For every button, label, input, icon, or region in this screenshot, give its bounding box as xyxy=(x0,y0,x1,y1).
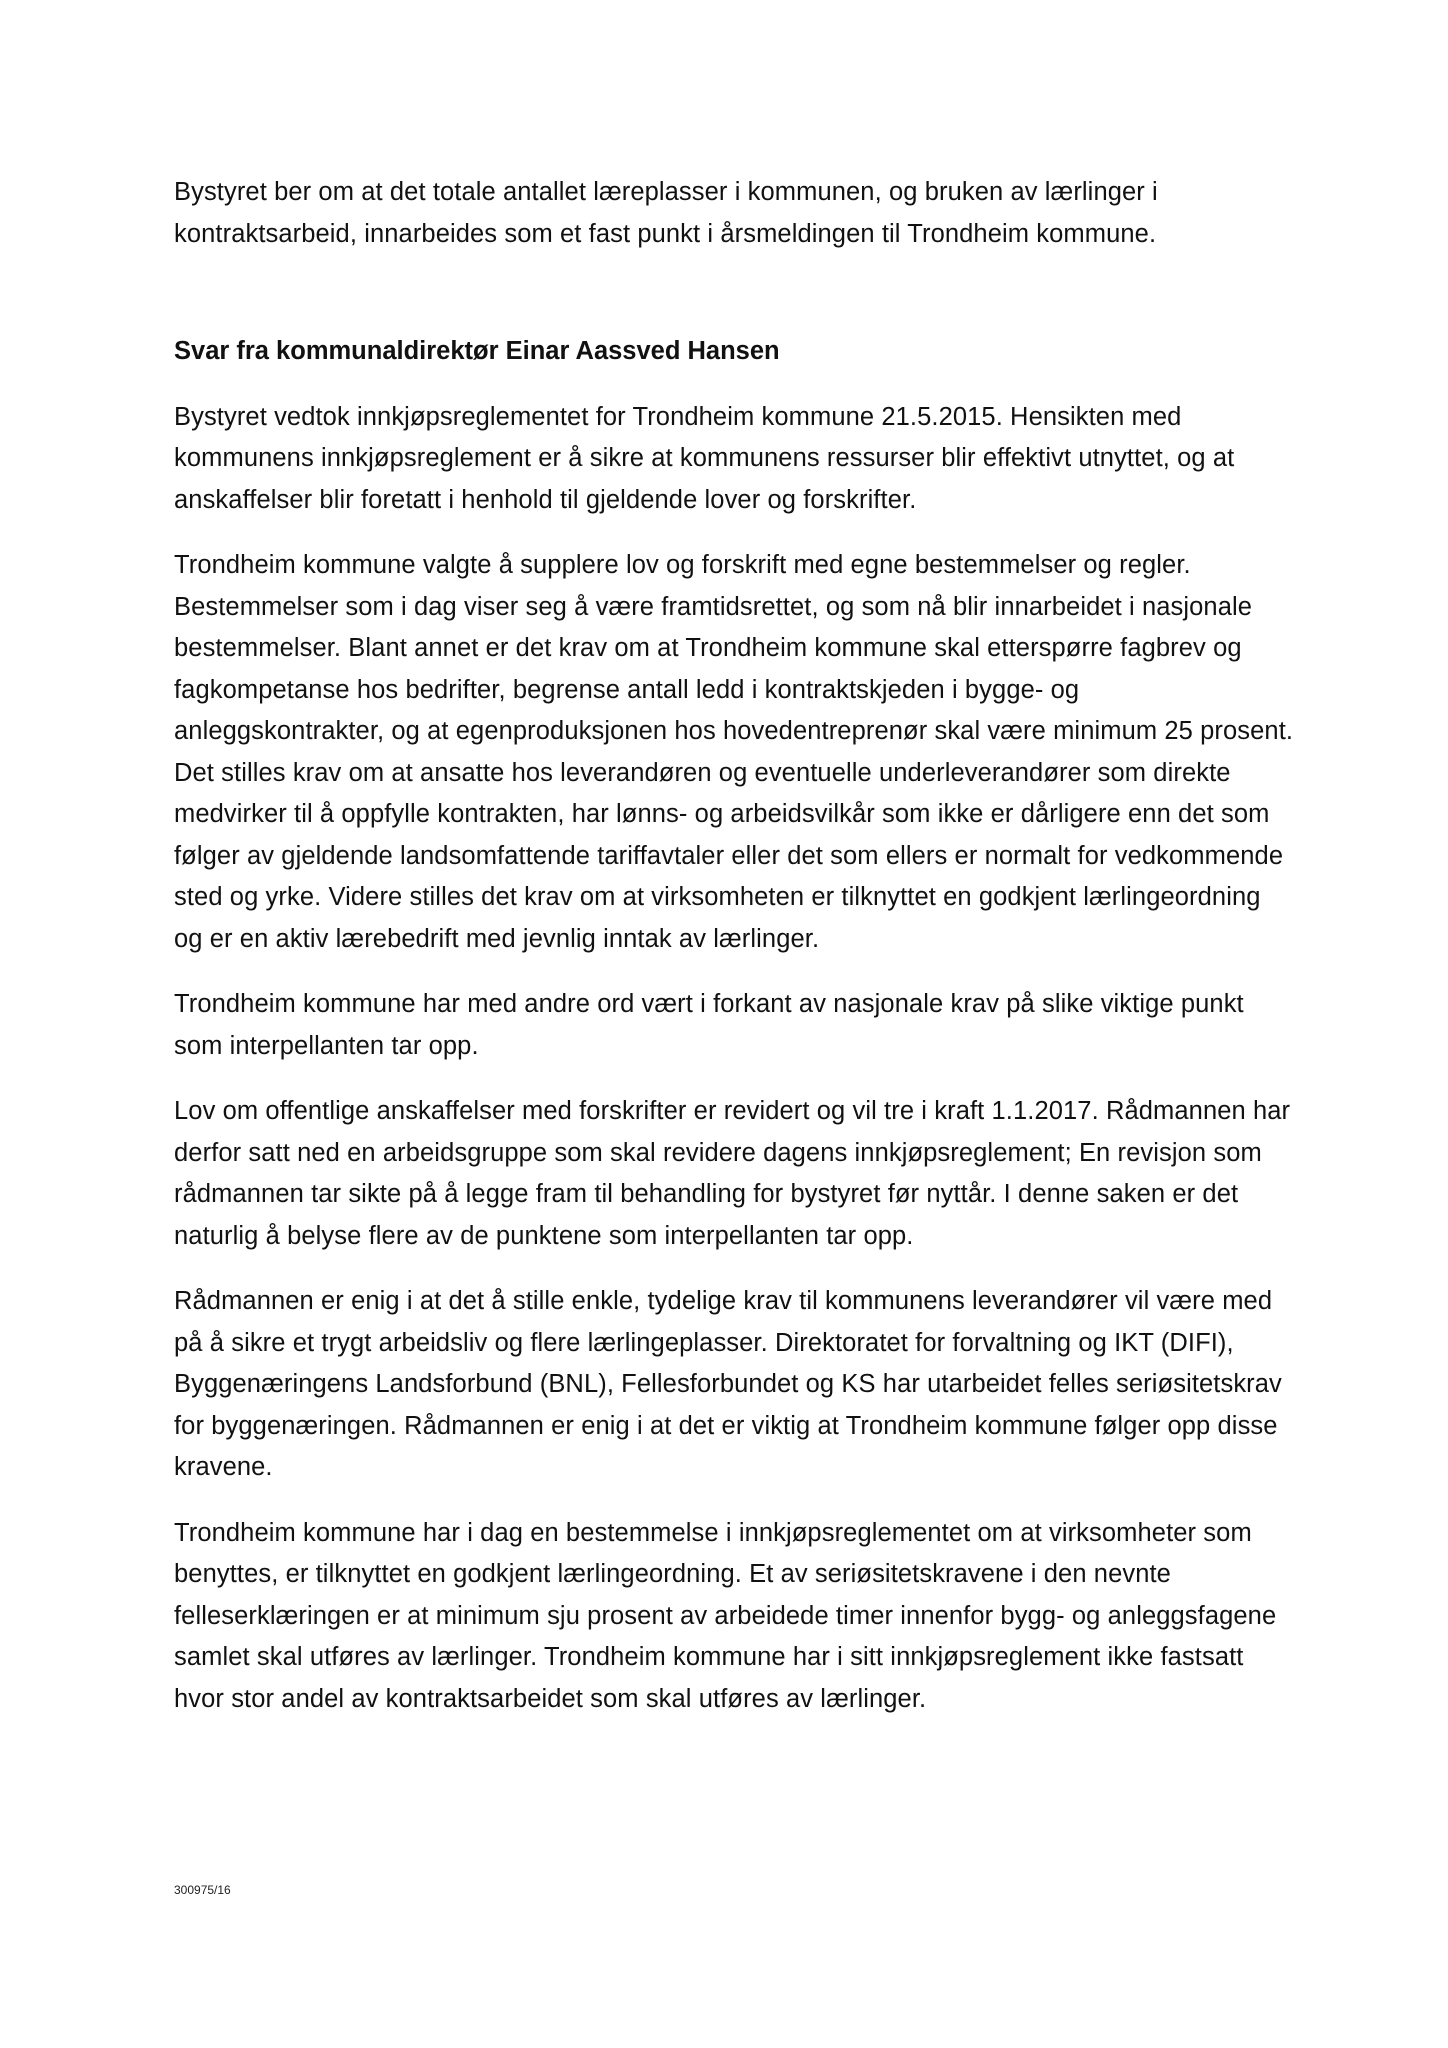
body-paragraph-4: Lov om offentlige anskaffelser med forskrifter er revidert og vil tre i kraft 1.1.2017. Rådmannen har derfor satt ned en arbeidsgruppe som skal revidere dagens innkjøpsreglement; En revisjon som rådmannen tar sikte på å legge fram til behandling for bystyret før nyttår. I denne saken er det naturlig å belyse flere av de punktene som interpellanten tar opp. xyxy=(174,1097,1291,1250)
section-heading: Svar fra kommunaldirektør Einar Aassved Hansen xyxy=(174,337,780,365)
document-reference-number: 300975/16 xyxy=(174,1883,231,1897)
document-body xyxy=(174,172,1294,1720)
body-paragraph-2: Trondheim kommune valgte å supplere lov og forskrift med egne bestemmelser og regler. Bestemmelser som i dag viser seg å være framtidsrettet, og som nå blir innarbeidet i nasjonale bestemmelser. Blant annet er det krav om at Trondheim kommune skal etterspørre fagbrev og fagkompetanse hos bedrifter, begrense antall ledd i kontraktskjeden i bygge- og anleggskontrakter, og at egenproduksjonen hos hovedentreprenør skal være minimum 25 prosent. Det stilles krav om at ansatte hos leverandøren og eventuelle underleverandører som direkte medvirker til å oppfylle kontrakten, har lønns- og arbeidsvilkår som ikke er dårligere enn det som følger av gjeldende landsomfattende tariffavtaler eller det som ellers er normalt for vedkommende sted og yrke. Videre stilles det krav om at virksomheten er tilknyttet en godkjent lærlingeordning og er en aktiv lærebedrift med jevnlig inntak av lærlinger. xyxy=(174,551,1294,953)
intro-paragraph: Bystyret ber om at det totale antallet læreplasser i kommunen, og bruken av lærlinger i kontraktsarbeid, innarbeides som et fast punkt i årsmeldingen til Trondheim kommune. xyxy=(174,178,1158,248)
body-paragraph-1: Bystyret vedtok innkjøpsreglementet for Trondheim kommune 21.5.2015. Hensikten med kommunens innkjøpsreglement er å sikre at kommunens ressurser blir effektivt utnyttet, og at anskaffelser blir foretatt i henhold til gjeldende lover og forskrifter. xyxy=(174,402,1235,514)
body-paragraph-6: Trondheim kommune har i dag en bestemmelse i innkjøpsreglementet om at virksomheter som benyttes, er tilknyttet en godkjent lærlingeordning. Et av seriøsitetskravene i den nevnte felleserklæringen er at minimum sju prosent av arbeidede timer innenfor bygg- og anleggsfagene samlet skal utføres av lærlinger. Trondheim kommune har i sitt innkjøpsreglement ikke fastsatt hvor stor andel av kontraktsarbeidet som skal utføres av lærlinger. xyxy=(174,1518,1277,1713)
body-paragraph-3: Trondheim kommune har med andre ord vært i forkant av nasjonale krav på slike viktige punkt som interpellanten tar opp. xyxy=(174,990,1244,1060)
body-paragraph-5: Rådmannen er enig i at det å stille enkle, tydelige krav til kommunens leverandører vil være med på å sikre et trygt arbeidsliv og flere lærlingeplasser. Direktoratet for forvaltning og IKT (DIFI), Byggenæringens Landsforbund (BNL), Fellesforbundet og KS har utarbeidet felles seriøsitetskrav for byggenæringen. Rådmannen er enig i at det er viktig at Trondheim kommune følger opp disse kravene. xyxy=(174,1287,1282,1481)
